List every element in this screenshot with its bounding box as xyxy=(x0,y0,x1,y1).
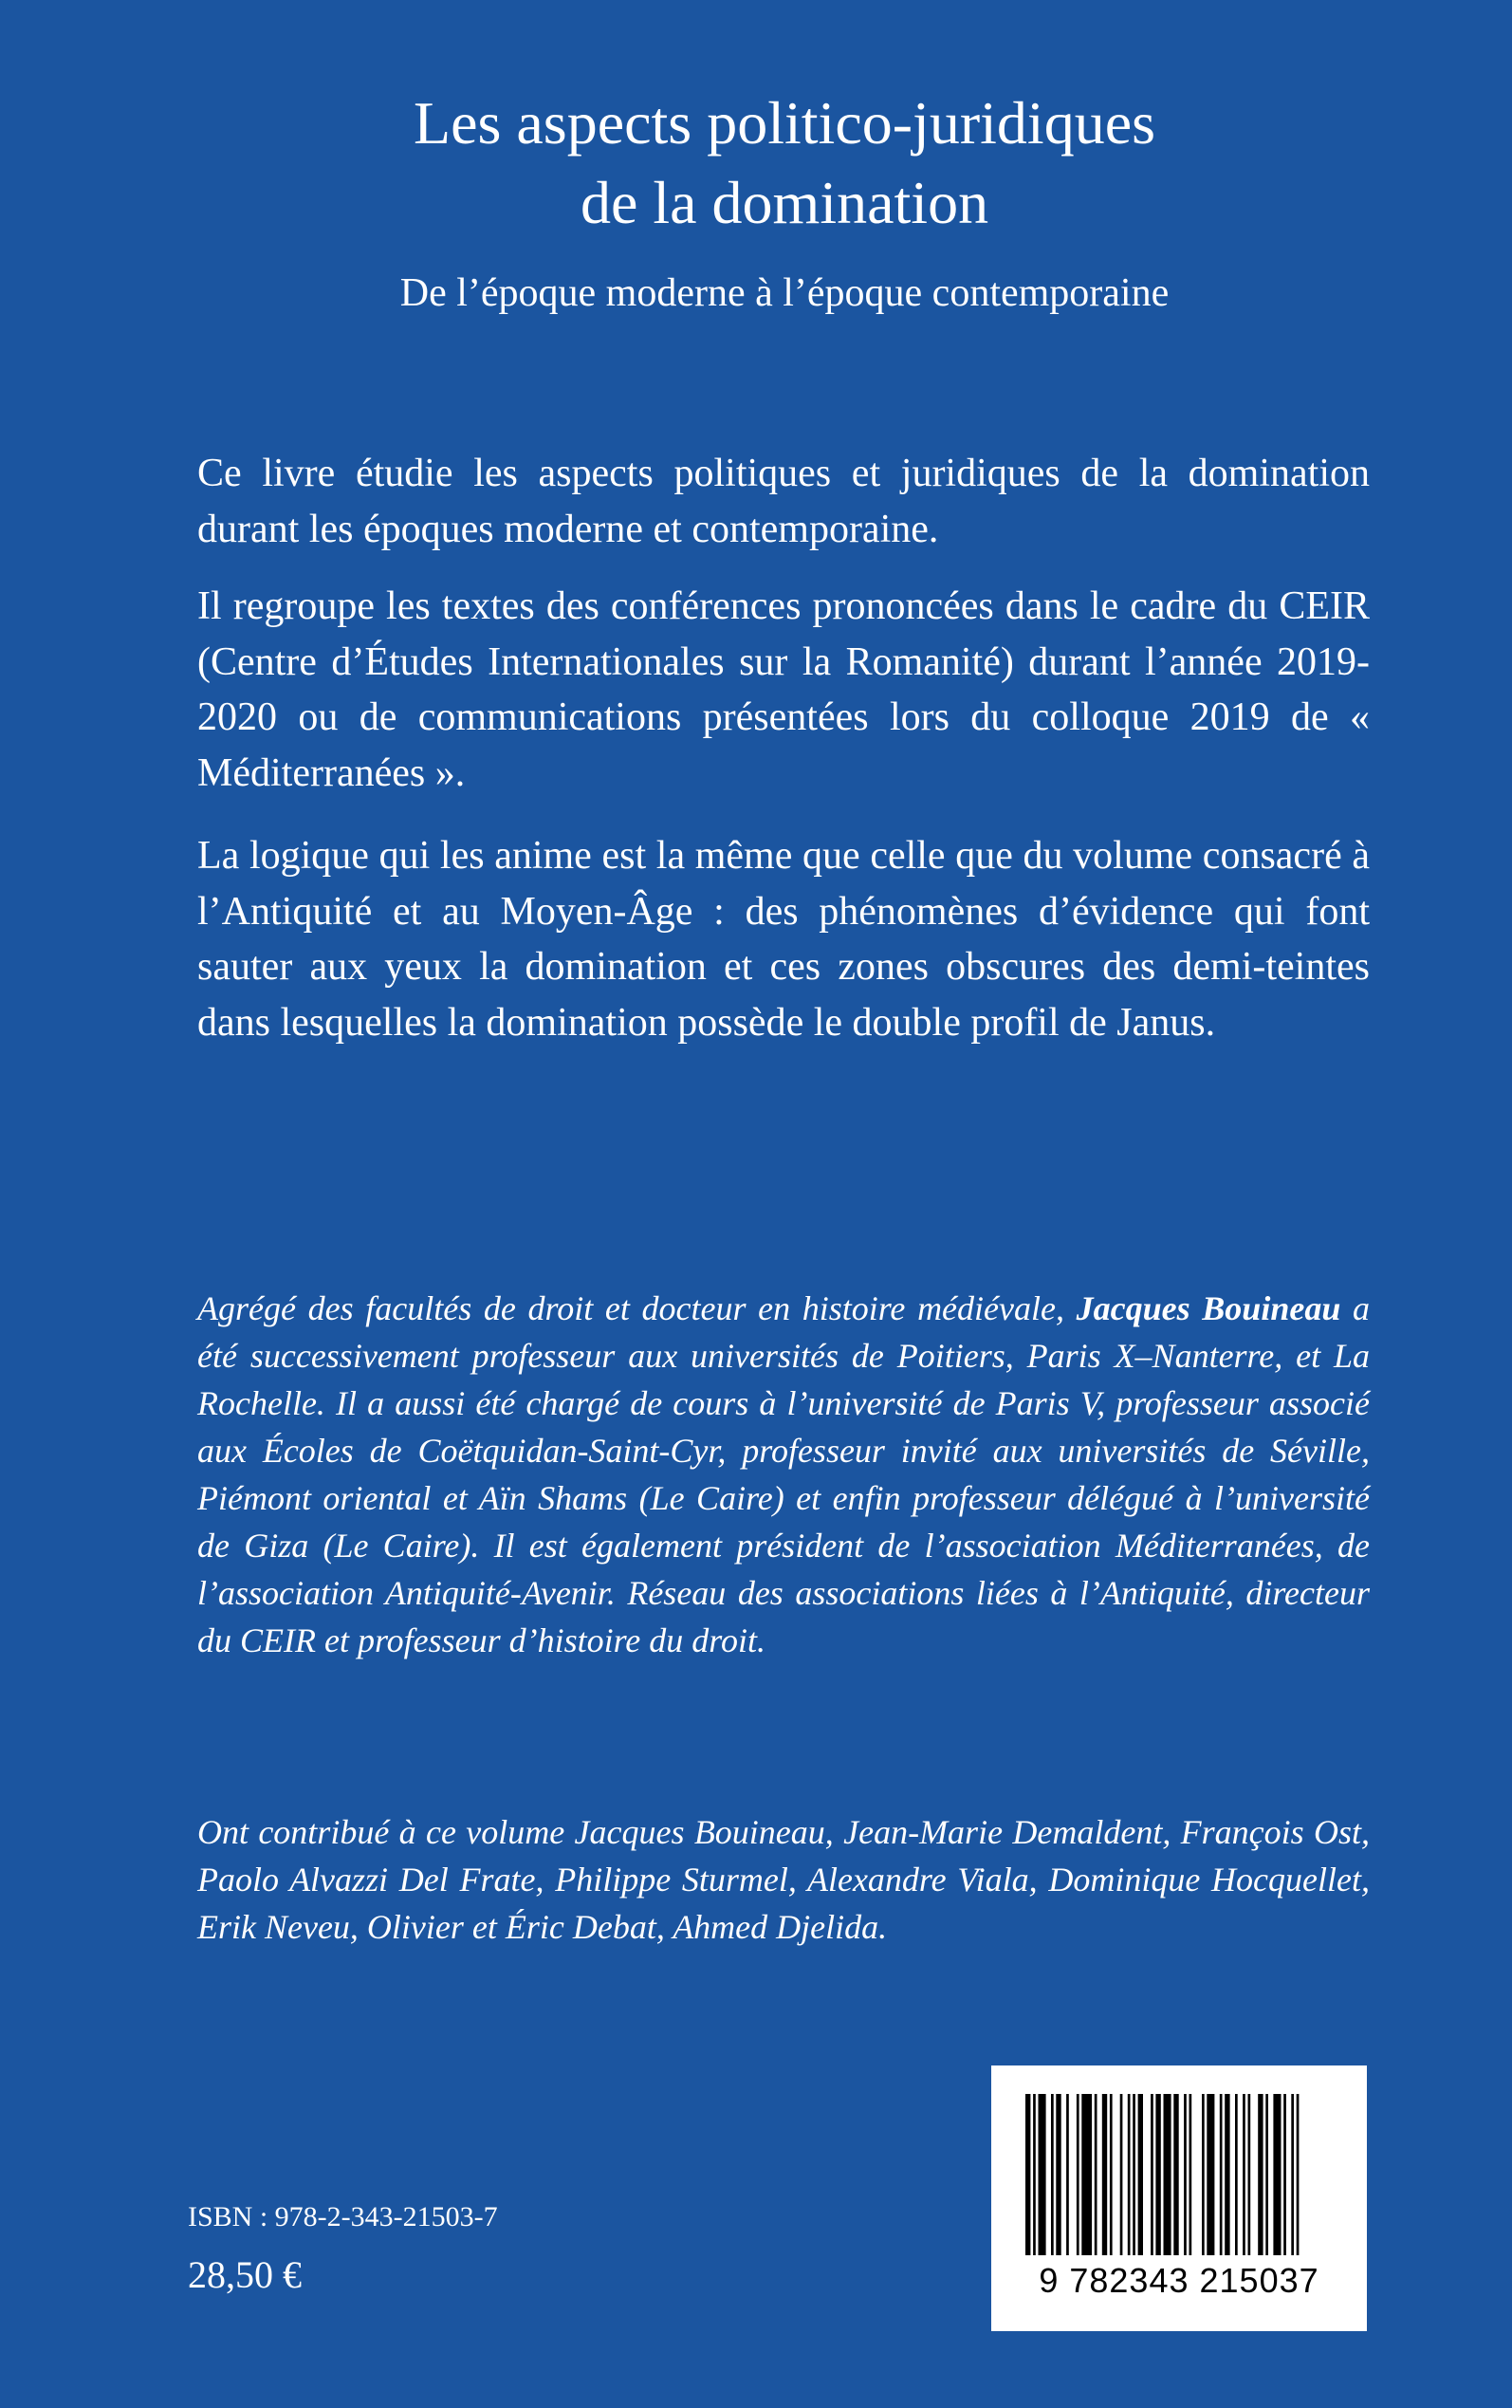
barcode-bar xyxy=(1235,2094,1238,2255)
isbn: ISBN : 978-2-343-21503-7 xyxy=(188,2201,498,2232)
barcode-bar xyxy=(1283,2094,1286,2255)
contributors-list: Ont contribué à ce volume Jacques Bouineau, Jean-Marie Demaldent, François Ost, Paolo Alvazzi Del Frate, Philippe Sturmel, Alexandre Viala, Dominique Hocquellet, Erik Neveu, Olivier et Éric Debat, Ahmed Djelida. xyxy=(197,1813,1370,1946)
barcode-bar xyxy=(1066,2094,1069,2255)
barcode-bar xyxy=(1220,2094,1223,2255)
author-biography xyxy=(197,1285,1370,1664)
book-title-line-1: Les aspects politico-juridiques xyxy=(413,89,1156,157)
barcode-bar xyxy=(1056,2094,1060,2255)
barcode-bar xyxy=(1120,2094,1123,2255)
barcode-bar xyxy=(1033,2094,1036,2255)
summary-paragraph-3: La logique qui les anime est la même que celle que du volume consacré à l’Antiquité et au Moyen-Âge : des phénomènes d’évidence qui font sauter aux yeux la domination et ces zones obscures des demi-teintes dans lesquelles la domination possède le double profil de Janus. xyxy=(197,834,1370,1045)
barcode-bar xyxy=(1291,2094,1294,2255)
summary-paragraph-1: Ce livre étudie les aspects politiques et juridiques de la domination durant les époques moderne et contemporaine. xyxy=(197,452,1370,551)
barcode-bar xyxy=(1189,2094,1192,2255)
barcode-bar xyxy=(1025,2094,1030,2255)
barcode-bar xyxy=(1138,2094,1143,2255)
book-title-line-2: de la domination xyxy=(580,169,989,236)
barcode-bar xyxy=(1051,2094,1054,2255)
barcode-bar xyxy=(1128,2094,1131,2255)
barcode-bar xyxy=(1225,2094,1229,2255)
barcode-bar xyxy=(1202,2094,1205,2255)
barcode-bar xyxy=(1297,2094,1300,2255)
barcode xyxy=(991,2065,1367,2331)
author-bio-intro: Agrégé des facultés de droit et docteur en histoire médiévale, xyxy=(197,1289,1077,1327)
barcode-bar xyxy=(1184,2094,1187,2255)
barcode-bar xyxy=(1155,2094,1160,2255)
barcode-digits: 9 782343 215037 xyxy=(1039,2261,1319,2300)
barcode-bar xyxy=(1265,2094,1268,2255)
barcode-bar xyxy=(1248,2094,1251,2255)
barcode-bar xyxy=(1102,2094,1107,2255)
barcode-bar xyxy=(1095,2094,1097,2255)
barcode-bar xyxy=(1133,2094,1135,2255)
author-bio-body: a été successivement professeur aux universités de Poitiers, Paris X–Nanterre, et La Rochelle. Il a aussi été chargé de cours à l’université de Paris V, professeur associé aux Écoles de Coëtquidan-Saint-Cyr, professeur invité aux universités de Séville, Piémont oriental et Aïn Shams (Le Caire) et enfin professeur délégué à l’université de Giza (Le Caire). Il est également président de l’association Méditerranées, de l’association Antiquité-Avenir. Réseau des associations liées à l’Antiquité, directeur du CEIR et professeur d’histoire du droit. xyxy=(197,1289,1370,1659)
barcode-bar xyxy=(1207,2094,1214,2255)
book-subtitle: De l’époque moderne à l’époque contemporaine xyxy=(399,271,1170,315)
barcode-bar xyxy=(1110,2094,1113,2255)
barcode-bar xyxy=(1077,2094,1079,2255)
barcode-bar xyxy=(1173,2094,1178,2255)
barcode-bar xyxy=(1243,2094,1245,2255)
barcode-bar xyxy=(1258,2094,1263,2255)
price: 28,50 € xyxy=(188,2253,302,2296)
summary-paragraph-2: Il regroupe les textes des conférences prononcées dans le cadre du CEIR (Centre d’Études Internationales sur la Romanité) durant l’année 2019-2020 ou de communications présentées lors du colloque 2019 de « Méditerranées ». xyxy=(197,584,1370,795)
barcode-bar xyxy=(1151,2094,1153,2255)
barcode-bar xyxy=(1164,2094,1171,2255)
barcode-bar xyxy=(1081,2094,1092,2255)
barcode-bar xyxy=(1273,2094,1281,2255)
author-name: Jacques Bouineau xyxy=(1076,1289,1341,1327)
barcode-bar xyxy=(1039,2094,1046,2255)
